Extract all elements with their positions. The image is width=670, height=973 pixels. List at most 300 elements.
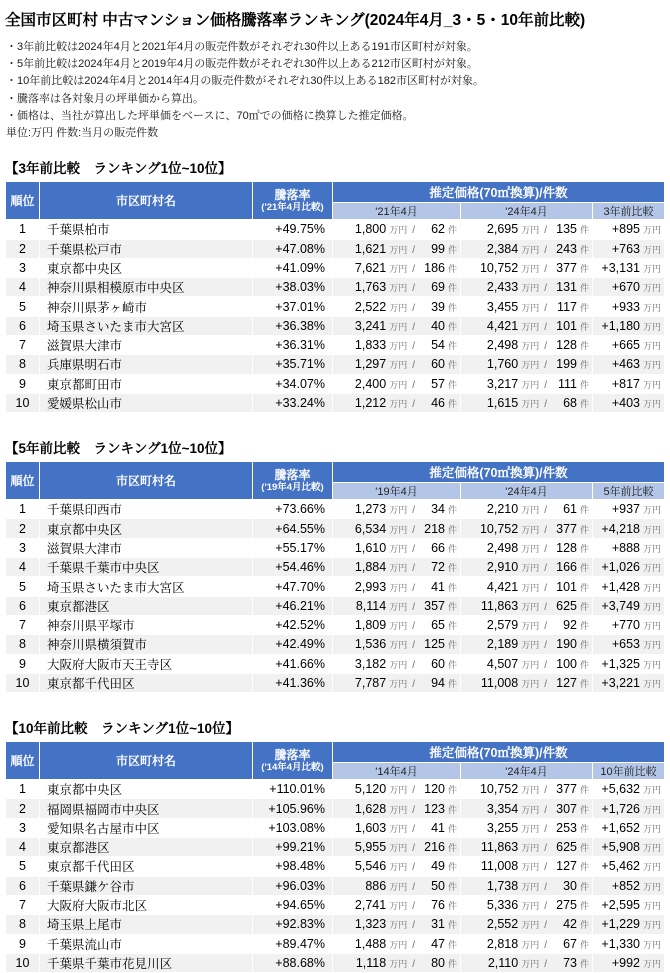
note-line: ・価格は、当社が算出した坪単価をベースに、70㎡での価格に換算した推定価格。 <box>6 109 414 122</box>
price-unit-label: 万円 <box>389 505 408 516</box>
price-unit-label: 万円 <box>521 785 540 796</box>
price-unit-label: 万円 <box>521 862 540 873</box>
diff-value: +5,632 <box>601 782 640 797</box>
diff-cell <box>593 635 665 654</box>
count-unit-label: 件 <box>579 862 589 873</box>
slash-separator: / <box>412 244 415 256</box>
price-unit-label: 万円 <box>389 563 408 574</box>
rate-cell: +47.08% <box>253 239 333 258</box>
diff-cell <box>593 336 665 355</box>
price-value: 1,603 <box>354 820 387 835</box>
price-unit-label: 万円 <box>642 399 661 410</box>
price-value: 2,433 <box>486 280 519 295</box>
slash-separator: / <box>544 505 547 517</box>
count-unit-label: 件 <box>447 505 457 516</box>
col-header-city: 市区町村名 <box>40 182 253 220</box>
price-before-cell <box>333 635 461 654</box>
count-value: 68 <box>563 396 577 411</box>
slash-separator: / <box>412 881 415 893</box>
table-row <box>6 220 665 239</box>
price-value: 7,787 <box>354 676 387 690</box>
price-unit-label: 万円 <box>389 543 408 554</box>
count-unit-label: 件 <box>447 862 457 873</box>
price-value: 1,273 <box>354 502 387 517</box>
count-value: 54 <box>431 338 445 353</box>
diff-cell <box>593 393 665 412</box>
price-before-cell <box>333 799 461 818</box>
diff-value: +888 <box>611 540 640 555</box>
diff-value: +403 <box>611 396 640 411</box>
table-row <box>6 673 665 692</box>
count-value: 111 <box>557 376 577 391</box>
table-row <box>6 258 665 277</box>
rate-header-sublabel: ('21年4月比較) <box>261 202 324 214</box>
count-value: 31 <box>431 917 445 932</box>
count-value: 101 <box>556 579 577 594</box>
price-value: 2,498 <box>486 338 519 353</box>
count-value: 39 <box>431 299 445 314</box>
count-unit-label: 件 <box>447 563 457 574</box>
count-value: 40 <box>431 318 445 333</box>
count-value: 67 <box>563 936 577 951</box>
count-value: 190 <box>556 637 577 652</box>
city-name-cell: 埼玉県上尾市 <box>40 915 253 934</box>
city-name-cell: 埼玉県さいたま市大宮区 <box>40 316 253 335</box>
city-name-cell: 東京都中央区 <box>40 780 253 799</box>
diff-cell <box>593 316 665 335</box>
count-value: 76 <box>431 898 445 913</box>
count-value: 49 <box>431 859 445 874</box>
price-unit-label: 万円 <box>389 341 408 352</box>
rate-cell: +73.66% <box>253 500 333 519</box>
count-value: 243 <box>556 241 577 256</box>
price-value: 1,809 <box>354 618 387 633</box>
count-value: 99 <box>431 241 445 256</box>
price-before-cell <box>333 239 461 258</box>
rank-cell: 5 <box>6 297 40 316</box>
table-row <box>6 780 665 799</box>
price-unit-label: 万円 <box>521 321 540 332</box>
ranking-table-3yr <box>5 181 665 413</box>
price-value: 11,008 <box>480 859 519 874</box>
count-unit-label: 件 <box>447 360 457 371</box>
count-unit-label: 件 <box>579 679 589 689</box>
rate-cell: +42.49% <box>253 635 333 654</box>
slash-separator: / <box>544 901 547 913</box>
rate-cell: +94.65% <box>253 895 333 914</box>
city-name-cell: 千葉県松戸市 <box>40 239 253 258</box>
count-unit-label: 件 <box>447 804 457 815</box>
count-value: 135 <box>556 222 577 237</box>
price-before-cell <box>333 838 461 857</box>
city-name-cell: 千葉県鎌ケ谷市 <box>40 876 253 895</box>
price-value: 5,336 <box>486 898 519 913</box>
slash-separator: / <box>412 563 415 575</box>
city-name-cell: 東京都中央区 <box>40 258 253 277</box>
price-after-cell <box>461 538 593 557</box>
price-unit-label: 万円 <box>521 360 540 371</box>
note-line: ・5年前比較は2024年4月と2019年4月の販売件数がそれぞれ30件以上ある212市区町村が対象。 <box>6 58 478 71</box>
price-unit-label: 万円 <box>521 263 540 274</box>
rate-cell: +103.08% <box>253 818 333 837</box>
rank-cell: 5 <box>6 577 40 596</box>
price-unit-label: 万円 <box>389 621 408 632</box>
rate-header-label: 騰落率 <box>274 188 311 203</box>
price-unit-label: 万円 <box>642 785 661 796</box>
price-before-cell <box>333 596 461 615</box>
price-value: 7,621 <box>354 260 387 275</box>
count-unit-label: 件 <box>447 543 457 554</box>
price-before-cell <box>333 654 461 673</box>
price-value: 10,752 <box>479 782 519 797</box>
count-unit-label: 件 <box>447 524 457 535</box>
price-value: 2,189 <box>486 637 519 652</box>
count-unit-label: 件 <box>579 225 589 236</box>
table-row <box>6 239 665 258</box>
note-line: 単位:万円 件数:当月の販売件数 <box>6 127 159 140</box>
diff-cell <box>593 934 665 953</box>
price-after-cell <box>461 915 593 934</box>
diff-value: +5,462 <box>601 859 640 874</box>
price-unit-label: 万円 <box>389 659 408 670</box>
slash-separator: / <box>544 920 547 932</box>
col-header-city: 市区町村名 <box>40 742 253 780</box>
price-unit-label: 万円 <box>389 283 408 294</box>
count-value: 275 <box>556 898 577 913</box>
price-unit-label: 万円 <box>389 263 408 274</box>
section-5yr-comparison <box>5 437 664 693</box>
diff-cell <box>593 258 665 277</box>
rate-cell: +92.83% <box>253 915 333 934</box>
rate-cell: +55.17% <box>253 538 333 557</box>
price-after-cell <box>461 615 593 634</box>
city-name-cell: 東京都千代田区 <box>40 673 253 692</box>
price-after-cell <box>461 596 593 615</box>
slash-separator: / <box>412 920 415 932</box>
price-before-cell <box>333 615 461 634</box>
section-title-5yr: 【5年前比較 ランキング1位~10位】 <box>5 441 232 457</box>
count-unit-label: 件 <box>579 640 589 651</box>
slash-separator: / <box>544 399 547 411</box>
slash-separator: / <box>544 881 547 893</box>
rank-cell: 4 <box>6 278 40 297</box>
price-value: 5,955 <box>354 840 387 855</box>
price-after-cell <box>461 519 593 538</box>
price-value: 2,552 <box>486 917 519 932</box>
count-value: 57 <box>431 376 445 391</box>
rate-cell: +36.38% <box>253 316 333 335</box>
diff-value: +817 <box>611 376 640 391</box>
price-value: 2,818 <box>486 936 519 951</box>
diff-cell <box>593 220 665 239</box>
price-unit-label: 万円 <box>389 360 408 371</box>
count-value: 377 <box>556 521 577 536</box>
price-unit-label: 万円 <box>521 505 540 516</box>
diff-cell <box>593 500 665 519</box>
diff-cell <box>593 558 665 577</box>
slash-separator: / <box>412 958 415 970</box>
slash-separator: / <box>412 621 415 633</box>
diff-cell <box>593 538 665 557</box>
count-value: 61 <box>563 502 577 517</box>
slash-separator: / <box>544 582 547 594</box>
price-unit-label: 万円 <box>389 321 408 332</box>
table-row <box>6 558 665 577</box>
price-after-cell <box>461 278 593 297</box>
price-value: 1,628 <box>354 801 387 816</box>
rate-header-sublabel: ('19年4月比較) <box>261 482 324 494</box>
price-unit-label: 万円 <box>642 804 661 815</box>
diff-value: +852 <box>611 878 640 893</box>
rank-cell: 3 <box>6 818 40 837</box>
city-name-cell: 滋賀県大津市 <box>40 336 253 355</box>
slash-separator: / <box>544 823 547 835</box>
price-unit-label: 万円 <box>642 621 661 632</box>
count-unit-label: 件 <box>579 341 589 352</box>
slash-separator: / <box>544 263 547 275</box>
rate-cell: +41.36% <box>253 673 333 692</box>
count-value: 128 <box>556 540 577 555</box>
price-before-cell <box>333 577 461 596</box>
price-unit-label: 万円 <box>521 958 540 969</box>
price-unit-label: 万円 <box>521 563 540 574</box>
table-row <box>6 895 665 914</box>
rate-cell: +88.68% <box>253 953 333 972</box>
count-unit-label: 件 <box>579 524 589 535</box>
count-value: 125 <box>424 637 445 652</box>
count-unit-label: 件 <box>447 399 457 410</box>
col-header-rate <box>253 742 333 780</box>
slash-separator: / <box>544 958 547 970</box>
price-value: 2,210 <box>486 502 519 517</box>
price-before-cell <box>333 818 461 837</box>
diff-value: +1,428 <box>601 579 640 594</box>
price-after-cell <box>461 374 593 393</box>
slash-separator: / <box>412 804 415 816</box>
count-value: 73 <box>563 955 577 970</box>
count-unit-label: 件 <box>447 939 457 950</box>
price-unit-label: 万円 <box>642 843 661 854</box>
count-unit-label: 件 <box>579 901 589 912</box>
price-unit-label: 万円 <box>521 823 540 834</box>
table-row <box>6 654 665 673</box>
table-row <box>6 799 665 818</box>
diff-value: +895 <box>611 222 640 237</box>
diff-value: +1,229 <box>601 917 640 932</box>
price-value: 4,421 <box>486 318 519 333</box>
diff-cell <box>593 799 665 818</box>
price-unit-label: 万円 <box>389 920 408 931</box>
rate-cell: +42.52% <box>253 615 333 634</box>
count-value: 377 <box>556 260 577 275</box>
price-unit-label: 万円 <box>389 785 408 796</box>
count-value: 46 <box>431 396 445 411</box>
price-unit-label: 万円 <box>642 302 661 313</box>
price-after-cell <box>461 934 593 953</box>
price-after-cell <box>461 336 593 355</box>
table-row <box>6 355 665 374</box>
table-row <box>6 374 665 393</box>
rank-cell: 8 <box>6 915 40 934</box>
table-row <box>6 316 665 335</box>
price-unit-label: 万円 <box>521 901 540 912</box>
count-unit-label: 件 <box>579 958 589 969</box>
slash-separator: / <box>544 640 547 652</box>
slash-separator: / <box>544 225 547 237</box>
price-value: 1,615 <box>486 396 519 411</box>
price-before-cell <box>333 297 461 316</box>
col-header-before: '14年4月 <box>333 763 461 780</box>
price-value: 3,182 <box>354 656 387 671</box>
price-before-cell <box>333 953 461 972</box>
price-unit-label: 万円 <box>389 582 408 593</box>
col-header-rate <box>253 182 333 220</box>
count-value: 66 <box>431 540 445 555</box>
slash-separator: / <box>544 244 547 256</box>
count-value: 117 <box>557 299 577 314</box>
diff-cell <box>593 355 665 374</box>
price-unit-label: 万円 <box>642 823 661 834</box>
rate-cell: +89.47% <box>253 934 333 953</box>
price-before-cell <box>333 538 461 557</box>
slash-separator: / <box>412 302 415 314</box>
slash-separator: / <box>412 399 415 411</box>
price-unit-label: 万円 <box>642 225 661 236</box>
count-value: 60 <box>431 357 445 372</box>
slash-separator: / <box>412 225 415 237</box>
col-header-diff: 5年前比較 <box>593 483 665 500</box>
col-header-after: '24年4月 <box>461 483 593 500</box>
table-row <box>6 615 665 634</box>
table-row <box>6 857 665 876</box>
count-value: 625 <box>556 598 577 613</box>
rank-cell: 1 <box>6 220 40 239</box>
price-before-cell <box>333 558 461 577</box>
count-unit-label: 件 <box>447 843 457 854</box>
price-unit-label: 万円 <box>521 640 540 651</box>
count-unit-label: 件 <box>447 341 457 352</box>
count-unit-label: 件 <box>579 399 589 410</box>
price-unit-label: 万円 <box>642 524 661 535</box>
price-before-cell <box>333 374 461 393</box>
diff-cell <box>593 780 665 799</box>
col-header-after: '24年4月 <box>461 763 593 780</box>
diff-value: +653 <box>611 637 640 652</box>
count-unit-label: 件 <box>579 563 589 574</box>
rank-cell: 2 <box>6 799 40 818</box>
rate-cell: +64.55% <box>253 519 333 538</box>
price-after-cell <box>461 876 593 895</box>
note-line: ・騰落率は各対象月の坪単価から算出。 <box>6 92 204 105</box>
price-value: 10,752 <box>479 521 519 536</box>
price-after-cell <box>461 953 593 972</box>
count-unit-label: 件 <box>447 283 457 294</box>
count-unit-label: 件 <box>579 244 589 255</box>
col-header-price-group: 推定価格(70㎡換算)/件数 <box>333 182 665 203</box>
price-unit-label: 万円 <box>521 920 540 931</box>
count-unit-label: 件 <box>579 263 589 274</box>
diff-cell <box>593 673 665 692</box>
count-unit-label: 件 <box>579 843 589 854</box>
price-unit-label: 万円 <box>642 505 661 516</box>
price-after-cell <box>461 500 593 519</box>
price-before-cell <box>333 857 461 876</box>
price-value: 5,546 <box>354 859 387 874</box>
slash-separator: / <box>544 283 547 295</box>
city-name-cell: 神奈川県平塚市 <box>40 615 253 634</box>
price-value: 3,217 <box>486 376 519 391</box>
count-value: 94 <box>431 676 445 690</box>
price-unit-label: 万円 <box>521 939 540 950</box>
rank-cell: 1 <box>6 780 40 799</box>
col-header-rank: 順位 <box>6 742 40 780</box>
price-unit-label: 万円 <box>642 341 661 352</box>
rank-cell: 2 <box>6 519 40 538</box>
price-unit-label: 万円 <box>389 225 408 236</box>
price-value: 4,507 <box>486 656 519 671</box>
count-unit-label: 件 <box>579 823 589 834</box>
diff-value: +763 <box>611 241 640 256</box>
price-value: 2,110 <box>487 955 519 970</box>
rate-cell: +96.03% <box>253 876 333 895</box>
note-line: ・3年前比較は2024年4月と2021年4月の販売件数がそれぞれ30件以上ある191市区町村が対象。 <box>6 41 478 53</box>
slash-separator: / <box>544 601 547 613</box>
diff-value: +1,325 <box>601 656 640 671</box>
price-unit-label: 万円 <box>389 302 408 313</box>
slash-separator: / <box>412 379 415 391</box>
price-after-cell <box>461 838 593 857</box>
table-row <box>6 278 665 297</box>
price-value: 1,118 <box>355 955 387 970</box>
count-value: 69 <box>431 280 445 295</box>
price-after-cell <box>461 818 593 837</box>
price-before-cell <box>333 780 461 799</box>
slash-separator: / <box>544 843 547 855</box>
price-after-cell <box>461 799 593 818</box>
price-unit-label: 万円 <box>642 881 661 892</box>
count-unit-label: 件 <box>579 920 589 931</box>
col-header-price-group: 推定価格(70㎡換算)/件数 <box>333 742 665 763</box>
price-after-cell <box>461 258 593 277</box>
rate-cell: +46.21% <box>253 596 333 615</box>
rate-cell: +47.70% <box>253 577 333 596</box>
count-unit-label: 件 <box>579 302 589 313</box>
price-unit-label: 万円 <box>521 543 540 554</box>
price-unit-label: 万円 <box>642 939 661 950</box>
diff-cell <box>593 519 665 538</box>
rate-cell: +34.07% <box>253 374 333 393</box>
price-value: 11,863 <box>480 840 519 855</box>
price-value: 1,488 <box>354 936 387 951</box>
count-unit-label: 件 <box>579 321 589 332</box>
table-row <box>6 915 665 934</box>
price-unit-label: 万円 <box>642 920 661 931</box>
diff-cell <box>593 239 665 258</box>
city-name-cell: 千葉県柏市 <box>40 220 253 239</box>
price-after-cell <box>461 895 593 914</box>
price-after-cell <box>461 780 593 799</box>
table-row <box>6 336 665 355</box>
col-header-rank: 順位 <box>6 182 40 220</box>
rate-cell: +99.21% <box>253 838 333 857</box>
count-unit-label: 件 <box>447 263 457 274</box>
city-name-cell: 福岡県福岡市中央区 <box>40 799 253 818</box>
price-value: 1,297 <box>354 357 387 372</box>
count-unit-label: 件 <box>447 823 457 834</box>
slash-separator: / <box>412 640 415 652</box>
price-after-cell <box>461 239 593 258</box>
rate-cell: +33.24% <box>253 393 333 412</box>
